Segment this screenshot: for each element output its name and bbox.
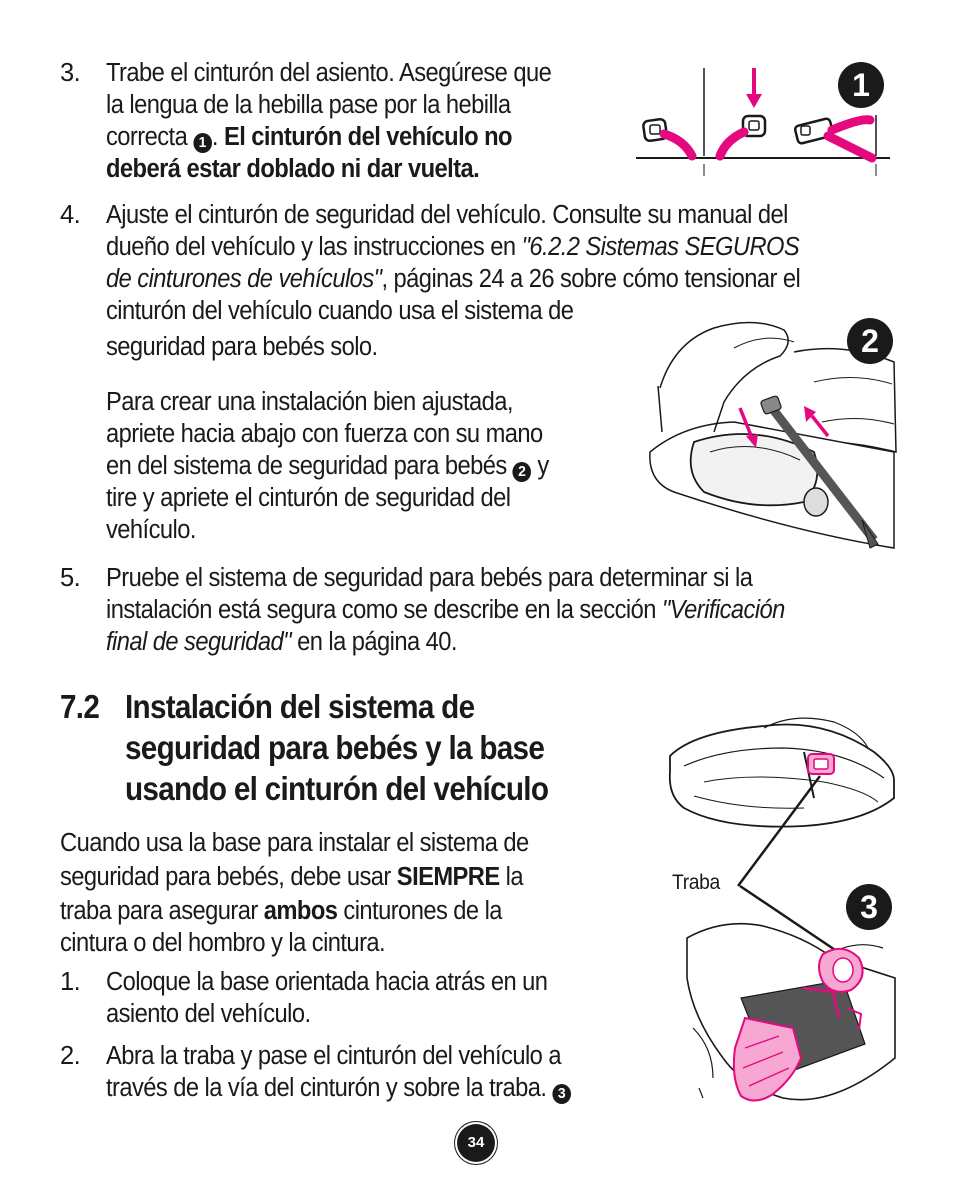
step-4-p2-line-4: tire y apriete el cinturón de seguridad del [106, 484, 511, 512]
step-5-line-2: instalación está segura como se describe en la sección "Verificación [106, 596, 785, 624]
substep-2-number: 2. [60, 1042, 81, 1070]
section-title-line-2: seguridad para bebés y la base [125, 729, 545, 766]
step-4-line-1: Ajuste el cinturón de seguridad del vehículo. Consulte su manual del [106, 201, 788, 229]
section-number: 7.2 [60, 688, 100, 725]
figure-2-marker: 2 [513, 462, 532, 482]
step-4-number: 4. [60, 201, 81, 229]
step-5-line-3: final de seguridad" en la página 40. [106, 628, 457, 656]
substep-1-line-2: asiento del vehículo. [106, 1000, 311, 1028]
step-4-line-3: de cinturones de vehículos", páginas 24 a 26 sobre cómo tensionar el [106, 265, 801, 293]
step-3-warning: deberá estar doblado ni dar vuelta. [106, 155, 480, 183]
step-4-p2-line-2: apriete hacia abajo con fuerza con su mano [106, 420, 543, 448]
step-4-p2-line-1: Para crear una instalación bien ajustada, [106, 388, 513, 416]
figure-1-marker: 1 [193, 133, 212, 153]
step-3-line-3: correcta 1 . El cinturón del vehículo no [106, 123, 512, 151]
step-4-line-4: cinturón del vehículo cuando usa el sistema de [106, 297, 574, 325]
step-3-line-2: la lengua de la hebilla pase por la hebilla [106, 91, 511, 119]
figure-3-marker: 3 [552, 1084, 571, 1104]
step-4-p2-line-3: en del sistema de seguridad para bebés 2 y [106, 452, 549, 480]
section-title-line-1: Instalación del sistema de [125, 688, 475, 725]
step-4-line-5: seguridad para bebés solo. [106, 333, 378, 361]
step-3-number: 3. [60, 59, 81, 87]
traba-label: Traba [672, 871, 720, 894]
step-3-line-1: Trabe el cinturón del asiento. Asegúrese que [106, 59, 552, 87]
figure-3-number: 3 [846, 884, 892, 930]
substep-1-line-1: Coloque la base orientada hacia atrás en un [106, 968, 548, 996]
figure-2-number: 2 [847, 318, 893, 364]
intro-line-4: cintura o del hombro y la cintura. [60, 929, 386, 957]
intro-line-1: Cuando usa la base para instalar el sistema de [60, 829, 529, 857]
step-5-line-1: Pruebe el sistema de seguridad para bebés para determinar si la [106, 564, 753, 592]
figure-1-number: 1 [838, 62, 884, 108]
substep-2-line-1: Abra la traba y pase el cinturón del vehículo a [106, 1042, 561, 1070]
step-4-line-2: dueño del vehículo y las instrucciones en "6.2.2 Sistemas SEGUROS [106, 233, 800, 261]
page-number: 34 [457, 1124, 495, 1162]
substep-1-number: 1. [60, 968, 81, 996]
intro-line-3: traba para asegurar ambos cinturones de la [60, 897, 502, 925]
substep-2-line-2: través de la vía del cinturón y sobre la traba. 3 [106, 1072, 571, 1104]
intro-line-2: seguridad para bebés, debe usar SIEMPRE la [60, 863, 524, 891]
figure-3-lockoff-closeup [683, 918, 899, 1110]
section-title-line-3: usando el cinturón del vehículo [125, 770, 549, 807]
step-4-p2-line-5: vehículo. [106, 516, 196, 544]
step-5-number: 5. [60, 564, 81, 592]
